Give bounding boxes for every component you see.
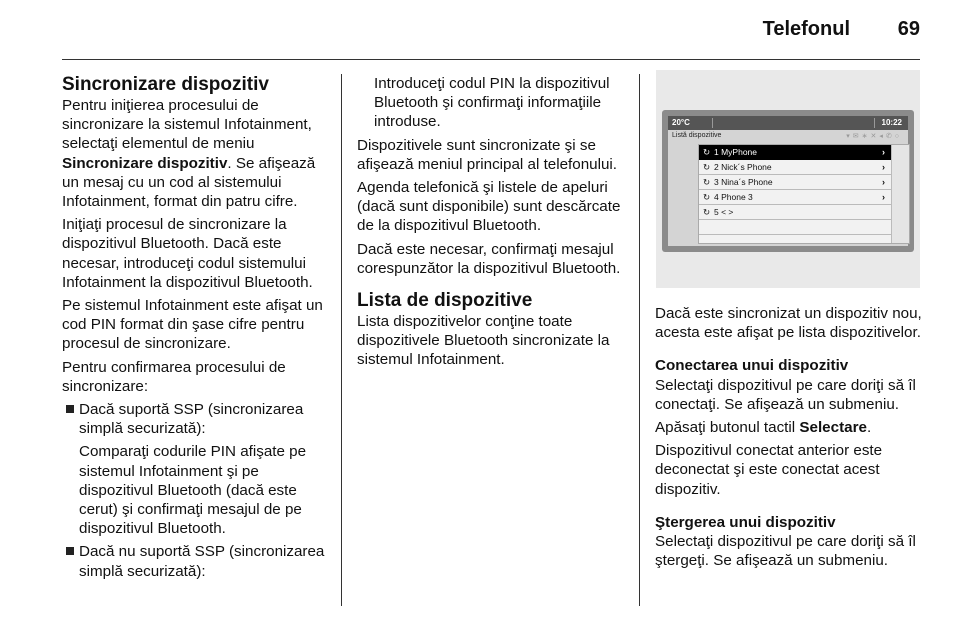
device-name: 2 Nick´s Phone (714, 162, 772, 172)
chevron-right-icon: › (882, 162, 885, 172)
device-row[interactable] (699, 205, 909, 220)
paragraph: Introduceţi codul PIN la dispozitivul Bluetooth şi confirmaţi informaţiile introduse. (374, 75, 610, 131)
empty-row (699, 220, 909, 235)
infotainment-screen-figure (656, 70, 920, 288)
paragraph: Lista dispozitivelor conţine toate dispozitivele Bluetooth sincronizate la sistemul Infotainment. (357, 313, 610, 369)
signal-icon: ▾ (846, 133, 853, 140)
refresh-icon: ↻ (703, 177, 711, 187)
refresh-icon: ↻ (703, 162, 711, 172)
device-row[interactable] (699, 190, 909, 205)
page-header (62, 14, 920, 60)
section-heading-sync: Sincronizare dispozitiv (62, 74, 269, 95)
section-heading-device-list: Lista de dispozitive (357, 290, 533, 312)
paragraph: Dispozitivul conectat anterior este deconectat şi este conectat acest dispozitiv. (655, 442, 883, 498)
paragraph: Pentru confirmarea procesului de sincronizare: (62, 358, 286, 395)
bullet-item: Dacă nu suportă SSP (sincronizarea simplă securizată): (62, 542, 330, 580)
divider (874, 118, 875, 128)
button-name: Selectare (799, 419, 867, 437)
device-row[interactable] (699, 175, 909, 190)
chevron-right-icon: › (882, 147, 885, 157)
device-name: 5 < > (714, 207, 734, 217)
paragraph: Agenda telefonică şi listele de apeluri (dacă sunt disponibile) sunt descărcate de la dispozitivul Bluetooth. (357, 179, 621, 235)
menu-item-name: Sincronizare dispozitiv (62, 154, 228, 172)
status-icons (846, 132, 902, 140)
paragraph (655, 418, 925, 437)
bullet-item: Dacă suportă SSP (sincronizarea simplă securizată): (62, 400, 330, 438)
column-2 (357, 74, 625, 374)
clock-readout: 10:22 (881, 118, 902, 127)
bullet-subtext: Comparaţi codurile PIN afişate pe sistemul Infotainment şi pe dispozitivul Bluetooth (dacă este cerut) şi confirmaţi mesajul de pe dispozitivul Bluetooth. (79, 443, 307, 538)
text: . Se afişează un mesaj cu un cod al sistemului Infotainment, format din patru cifre. (62, 154, 316, 211)
paragraph: Selectaţi dispozitivul pe care doriţi să îl conectaţi. Se afişează un submeniu. (655, 376, 916, 413)
text: . (866, 419, 872, 437)
column-divider (639, 74, 640, 606)
text: Apăsaţi butonul tactil (655, 419, 800, 437)
message-icon: ✉ (852, 133, 862, 140)
chevron-right-icon: › (882, 192, 885, 202)
subheading-connect: Conectarea unui dispozitiv (655, 357, 849, 375)
paragraph (62, 96, 330, 211)
mute-icon: ✕ (870, 133, 880, 140)
list-scrollbar[interactable] (891, 145, 909, 243)
device-list (698, 144, 910, 244)
paragraph: Dacă este necesar, confirmaţi mesajul corespunzător la dispozitivul Bluetooth. (357, 240, 621, 277)
screen-display (668, 116, 908, 246)
paragraph: Selectaţi dispozitivul pe care doriţi să îl ştergeţi. Se afişează un submeniu. (655, 533, 916, 570)
paragraph: Dispozitivele sunt sincronizate şi se afişează meniul principal al telefonului. (357, 136, 618, 173)
paragraph: Dacă este sincronizat un dispozitiv nou, acesta este afişat pe lista dispozitivelor. (655, 305, 922, 342)
device-name: 3 Nina´s Phone (714, 177, 773, 187)
settings-icon: ○ (894, 133, 902, 140)
chapter-title: Telefonul (762, 18, 850, 40)
text: Pentru iniţierea procesului de sincronizare la sistemul Infotainment, selectaţi elementul de meniu (62, 97, 312, 153)
screen-status-bar (668, 116, 908, 130)
column-1 (62, 74, 330, 585)
subheading-delete: Ştergerea unui dispozitiv (655, 513, 836, 531)
paragraph: Iniţiaţi procesul de sincronizare la dispozitivul Bluetooth. Dacă este necesar, introduceţi codul sistemului Infotainment la dispozitivul Bluetooth. (62, 216, 313, 291)
column-3 (655, 304, 925, 574)
chevron-right-icon: › (882, 177, 885, 187)
bluetooth-icon: ∗ (861, 133, 871, 140)
column-divider (341, 74, 342, 606)
screen-bezel (662, 110, 914, 252)
device-name: 1 MyPhone (714, 147, 757, 157)
page-number: 69 (897, 18, 920, 40)
refresh-icon: ↻ (703, 192, 711, 202)
speaker-icon: ◂ (879, 133, 886, 140)
paragraph: Pe sistemul Infotainment este afişat un cod PIN format din şase cifre pentru procesul de sincronizare. (62, 297, 323, 353)
device-name: 4 Phone 3 (714, 192, 753, 202)
refresh-icon: ↻ (703, 207, 711, 217)
phone-icon: ✆ (885, 133, 895, 140)
device-row[interactable] (699, 145, 909, 160)
temperature-readout: 20°C (672, 118, 690, 127)
device-row[interactable] (699, 160, 909, 175)
divider (712, 118, 713, 128)
refresh-icon: ↻ (703, 147, 711, 157)
screen-title: Listă dispozitive (672, 132, 722, 139)
